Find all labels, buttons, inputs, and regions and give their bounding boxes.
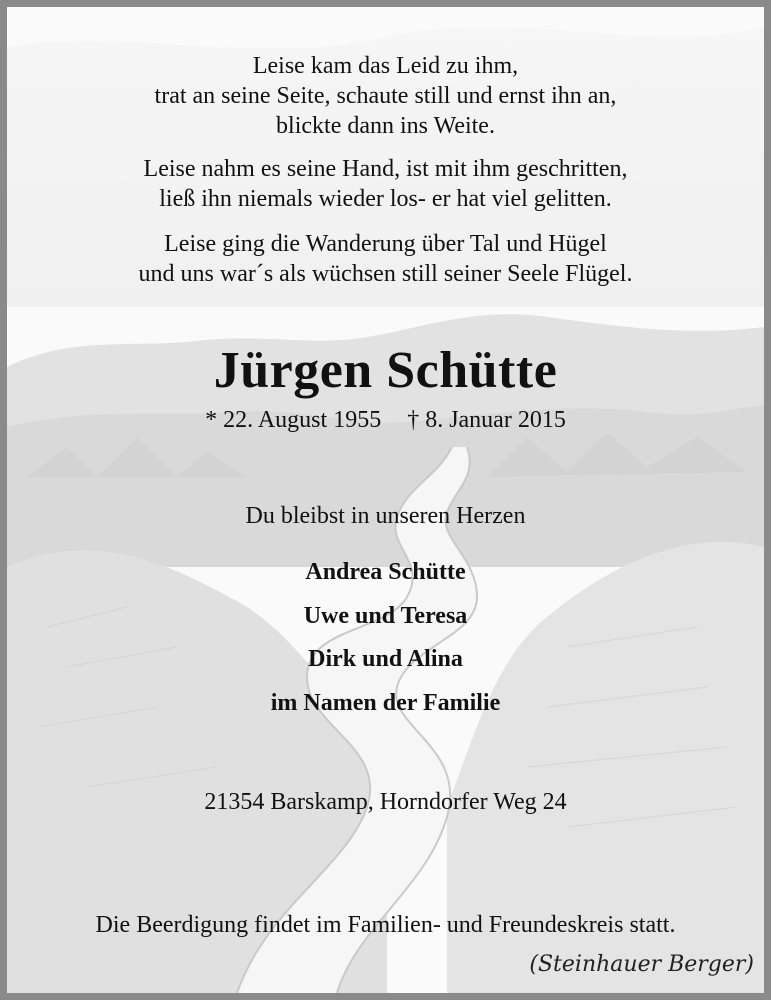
poem-line: Leise nahm es seine Hand, ist mit ihm geschritten, [143,156,628,182]
birth-date: * 22. August 1955 [205,407,382,433]
deceased-name: Jürgen Schütte [213,342,558,399]
remembrance-line: Du bleibst in unseren Herzen [245,503,526,529]
poem-line: Leise ging die Wanderung über Tal und Hügel [164,231,607,257]
poem-line: ließ ihn niemals wieder los- er hat viel gelitten. [159,186,612,212]
poem-line: trat an seine Seite, schaute still und ernst ihn an, [154,83,617,109]
poem-stanza-3 [7,229,764,289]
life-dates [7,407,764,434]
obituary-content [7,7,764,993]
family-signatories [7,552,764,726]
family-address: 21354 Barskamp, Horndorfer Weg 24 [204,789,567,815]
poem-stanza-2 [7,154,764,214]
funeral-notice: Die Beerdigung findet im Familien- und Freundeskreis statt. [95,912,676,938]
death-date: † 8. Januar 2015 [407,407,566,433]
family-member: im Namen der Familie [270,689,501,716]
poem-stanza-1 [7,51,764,141]
poem-line: blickte dann ins Weite. [276,113,495,139]
family-member: Dirk und Alina [308,646,463,672]
poem-line: Leise kam das Leid zu ihm, [252,53,519,79]
stonemason-signature: (Steinhauer Berger) [529,952,754,977]
poem-line: und uns war´s als wüchsen still seiner Seele Flügel. [138,261,633,287]
family-member: Uwe und Teresa [303,602,468,629]
family-member: Andrea Schütte [305,559,466,585]
